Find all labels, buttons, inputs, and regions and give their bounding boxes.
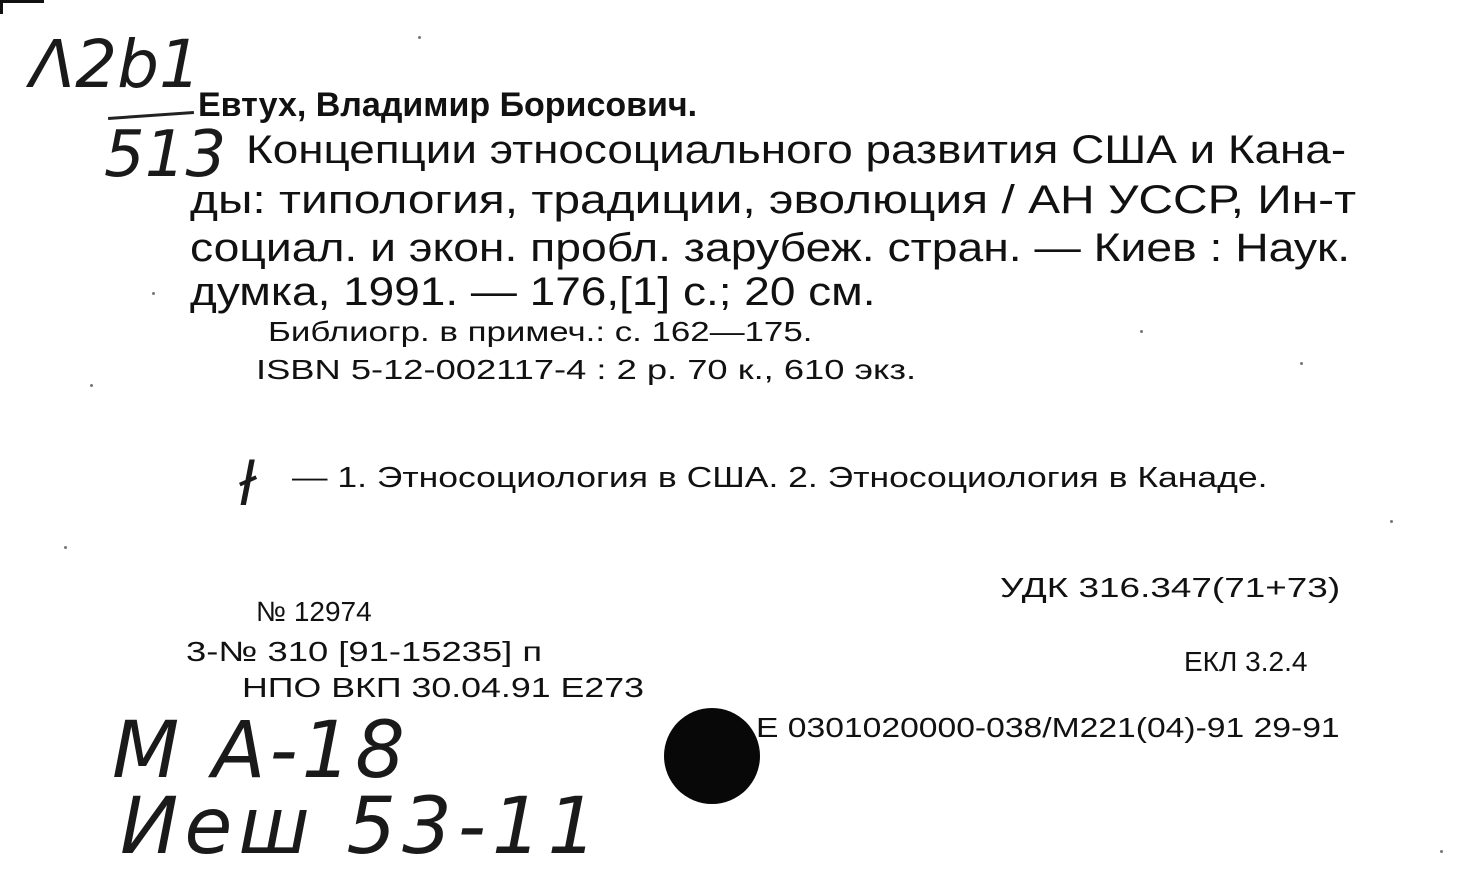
handwritten-note-1: M A-18 <box>112 706 409 796</box>
speck <box>418 36 421 39</box>
catalog-code: Е 0301020000-038/М221(04)-91 29-91 <box>756 712 1340 743</box>
punch-hole-mark <box>664 708 760 804</box>
title-line-4: думка, 1991. — 176,[1] с.; 20 см. <box>190 270 876 314</box>
speck <box>90 384 93 387</box>
author-heading: Евтух, Владимир Борисович. <box>198 86 698 124</box>
speck <box>1440 850 1443 853</box>
order-number: 3-№ 310 [91-15235] п <box>186 636 543 667</box>
speck <box>1140 330 1143 333</box>
udk-code: УДК 316.347(71+73) <box>1000 572 1341 603</box>
printer-line: НПО ВКП 30.04.91 Е273 <box>242 672 644 703</box>
speck <box>1390 520 1393 523</box>
handwritten-shelfmark-top: Λ2b1 <box>30 26 202 103</box>
speck <box>152 292 155 295</box>
isbn-line: ISBN 5-12-002117-4 : 2 р. 70 к., 610 экз. <box>256 354 917 385</box>
subject-headings: — 1. Этносоциология в США. 2. Этносоциология в Канаде. <box>292 462 1268 494</box>
handwritten-note-2: Иеш 53-11 <box>120 782 604 872</box>
bibliography-note: Библиогр. в примеч.: с. 162—175. <box>268 316 813 347</box>
speck <box>1300 362 1303 365</box>
title-line-1: Концепции этносоциального развития США и Кана- <box>246 128 1347 172</box>
ekl-code: ЕКЛ 3.2.4 <box>1184 646 1308 677</box>
record-number: № 12974 <box>256 596 372 627</box>
title-line-3: социал. и экон. пробл. зарубеж. стран. — Киев : Наук. <box>190 226 1351 270</box>
card-corner-mark <box>0 0 3 14</box>
handwritten-shelfmark-bottom: 513 <box>104 118 227 192</box>
title-line-2: ды: типология, традиции, эволюция / АН УССР, Ин-т <box>190 178 1357 222</box>
speck <box>64 546 67 549</box>
subjects-tracing-mark: ł <box>238 450 256 520</box>
card-corner-mark <box>0 0 44 3</box>
